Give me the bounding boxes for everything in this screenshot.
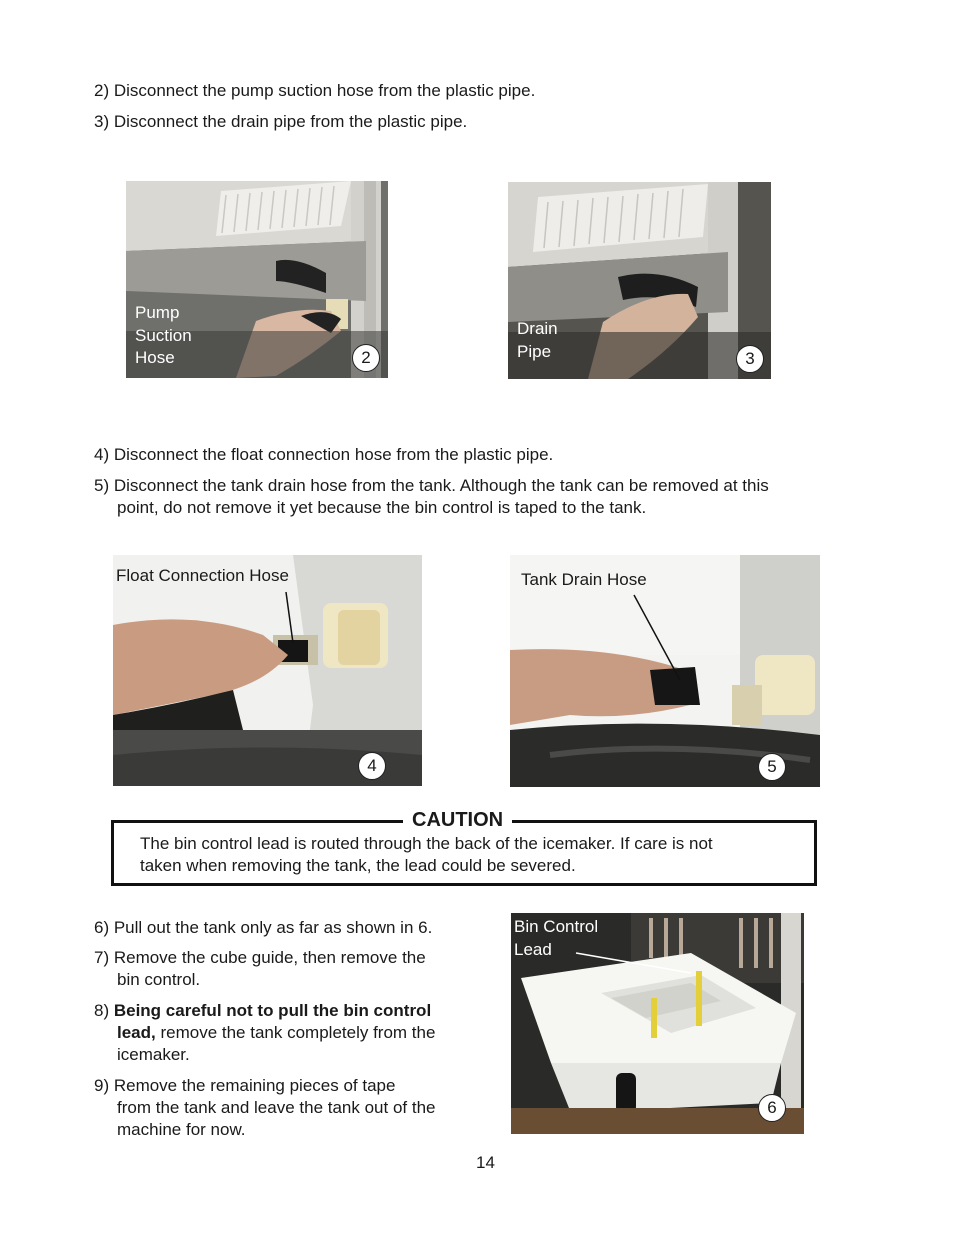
figure-2-caption-line: Pump <box>135 303 180 322</box>
figure-6-caption <box>514 916 598 961</box>
figure-6-caption-line: Bin Control <box>514 917 599 936</box>
caution-title: CAUTION <box>403 808 512 832</box>
figure-5-photo <box>510 555 820 787</box>
step-5-text <box>94 475 769 519</box>
step-8-bold-text: Being careful not to pull the bin control <box>113 1001 432 1020</box>
step-9-line-1: 9) Remove the remaining pieces of tape <box>94 1076 396 1095</box>
figure-3-caption-line: Drain <box>517 319 558 338</box>
caution-text-line: The bin control lead is routed through the back of the icemaker. If care is not <box>140 834 713 853</box>
figure-6-number-badge: 6 <box>758 1094 786 1122</box>
step-8-rest: remove the tank completely from the <box>155 1023 436 1042</box>
step-5-line-2: point, do not remove it yet because the bin control is taped to the tank. <box>117 498 647 517</box>
caution-text-line: taken when removing the tank, the lead could be severed. <box>140 856 576 875</box>
step-5-line-1: 5) Disconnect the tank drain hose from the tank. Although the tank can be removed at this <box>94 476 769 495</box>
page-number: 14 <box>476 1153 495 1172</box>
step-9-line-2: from the tank and leave the tank out of the <box>117 1098 436 1117</box>
step-6-text: 6) Pull out the tank only as far as shown in 6. <box>94 918 433 937</box>
figure-4-photo <box>113 555 422 786</box>
step-7-text <box>94 947 426 991</box>
figure-4-number-badge: 4 <box>358 752 386 780</box>
figure-2-number-badge: 2 <box>352 344 380 372</box>
step-9-line-3: machine for now. <box>117 1120 246 1139</box>
figure-2-caption-line: Hose <box>135 348 175 367</box>
step-7-line-2: bin control. <box>117 970 201 989</box>
step-3-text: 3) Disconnect the drain pipe from the plastic pipe. <box>94 112 468 131</box>
figure-2-caption <box>135 302 192 370</box>
step-8-text <box>94 1000 435 1066</box>
figure-3-caption-line: Pipe <box>517 341 552 361</box>
figure-3-number-badge: 3 <box>736 345 764 373</box>
step-8-line-3: icemaker. <box>117 1045 190 1064</box>
figure-4-illustration <box>113 555 422 786</box>
step-8-bold-text-2: lead, <box>117 1023 156 1042</box>
figure-2-caption-line: Suction <box>135 325 192 345</box>
step-2-text: 2) Disconnect the pump suction hose from the plastic pipe. <box>94 81 536 100</box>
step-8-prefix: 8) <box>94 1001 114 1020</box>
figure-2-photo <box>126 181 388 378</box>
figure-5-caption: Tank Drain Hose <box>521 570 647 589</box>
step-8-line-2 <box>94 1022 435 1044</box>
figure-6-caption-line: Lead <box>514 939 552 959</box>
figure-5-number-badge: 5 <box>758 753 786 781</box>
figure-4-caption: Float Connection Hose <box>116 566 289 585</box>
caution-text <box>140 833 800 877</box>
step-7-line-1: 7) Remove the cube guide, then remove the <box>94 948 426 967</box>
figure-6-photo <box>511 913 804 1134</box>
figure-3-caption <box>517 318 558 363</box>
step-9-text <box>94 1075 435 1141</box>
figure-3-photo <box>508 182 771 379</box>
step-4-text: 4) Disconnect the float connection hose from the plastic pipe. <box>94 445 554 464</box>
